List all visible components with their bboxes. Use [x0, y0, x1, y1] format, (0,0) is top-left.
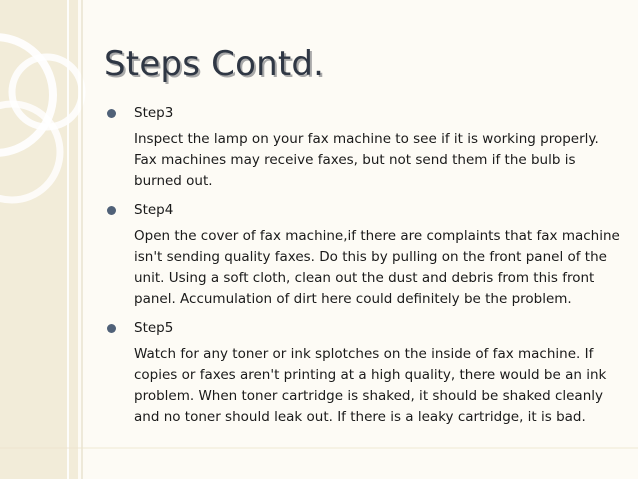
- step-4-label: Step4: [134, 202, 174, 218]
- step-3-label: Step3: [134, 105, 174, 121]
- step-3-text: Inspect the lamp on your fax machine to see if it is working properly. Fax machines may receive faxes, but not send them if the bulb is burned out.: [134, 131, 599, 189]
- step-item-5: [104, 318, 624, 428]
- steps-list: [104, 103, 624, 436]
- step-item-3: [104, 103, 624, 192]
- bullet-icon: [107, 206, 116, 215]
- step-item-4: [104, 200, 624, 310]
- bullet-icon: [107, 324, 116, 333]
- slide-title: Steps Contd.: [104, 44, 325, 84]
- step-5-text: Watch for any toner or ink splotches on the inside of fax machine. If copies or faxes aren't printing at a high quality, there would be an ink problem. When toner cartridge is shaked, it should be shaked cleanly and no toner should leak out. If there is a leaky cartridge, it is bad.: [134, 346, 607, 425]
- bullet-icon: [107, 109, 116, 118]
- step-4-text: Open the cover of fax machine,if there are complaints that fax machine isn't sending quality faxes. Do this by pulling on the front panel of the unit. Using a soft cloth, clean out the dust and debris from this front panel. Accumulation of dirt here could definitely be the problem.: [134, 228, 620, 307]
- step-5-label: Step5: [134, 320, 174, 336]
